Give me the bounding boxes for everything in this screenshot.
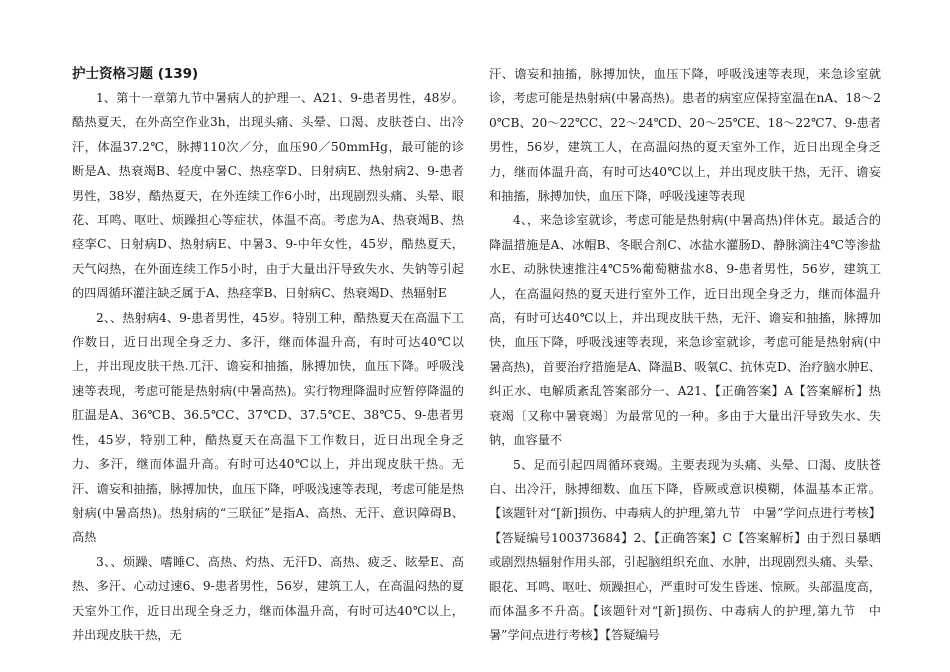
paragraph-1: 1、第十一章第九节中暑病人的护理一、A21、9-患者男性，48岁。酷热夏天，在外高空作业3h，出现头痛、头晕、口渴、皮肤苍白、出冷汗，体温37.2℃，脉搏110次／分，血压90／50mmHg，最可能的诊断是A、热衰竭B、轻度中暑C、热痉挛D、日射病E、热射病2、9-患者男性，38岁，酷热夏天，在外连续工作6小时，出现剧烈头痛、头晕、眼花、耳鸣、呕吐、烦躁担心等症状，体温不高。考虑为A、热衰竭B、热痉挛C、日射病D、热射病E、中暑3、9-中年女性，45岁，酷热夏天，天气闷热，在外面连续工作5小时，由于大量出汗导致失水、失钠等引起的四周循环灌注缺乏属于A、热痉挛B、日射病C、热衰竭D、热辐射E (72, 91, 464, 301)
paragraph-3: 3、、烦躁、嗜睡C、高热、灼热、无汗D、高热、疲乏、眩晕E、高热、多汗、心动过速6、9-患者男性，56岁，建筑工人，在高温闷热的夏天室外工作，近日出现全身乏力，继而体温升高，有时可达40℃以上，并出现皮肤干热，无 (72, 554, 464, 642)
left-column (72, 62, 464, 647)
paragraph-2: 2、、热射病4、9-患者男性，45岁。特别工种，酷热夏天在高温下工作数日，近日出现全身乏力、多汗，继而体温升高，有时可达40℃以上，并出现皮肤干热.兀汗、谵妄和抽搐，脉搏加快，血压下降。呼吸浅速等表现，考虑可能是热射病(中暑高热)。实行物理降温时应暂停降温的肛温是A、36℃B、36.5℃C、37℃D、37.5℃E、38℃5、9-患者男性，45岁，特别工种，酷热夏天在高温下工作数日，近日出现全身乏力、多汗，继而体温升高。有时可达40℃以上，并出现皮肤干热。无汗、谵妄和抽搐，脉搏加快，血压下降，呼吸浅速等表现，考虑可能是热射病(中暑高热)。热射病的“三联征”是指A、高热、无汗、意识障碍B、高热 (72, 310, 464, 545)
paragraph-5: 5、足而引起四周循环衰竭。主要表现为头痛、头晕、口渴、皮肤苍白、出冷汗，脉搏细数、血压下降，昏厥或意识模糊，体温基本正常。【该题针对“[新]损伤、中毒病人的护理,第九节 中暑”学问点进行考核】【答疑编号100373684】2、【正确答案】C【答案解析】由于烈日暴晒或剧烈热辐射作用头部，引起脑组织充血、水肿，出现剧烈头痛、头晕、眼花、耳鸣、呕吐、烦躁担心，严重时可发生昏迷、惊厥。头部温度高，而体温多不升高。【该题针对“[新]损伤、中毒病人的护理,第九节 中暑”学问点进行考核】【答疑编号 (489, 457, 881, 643)
right-column (489, 62, 881, 648)
paragraph-continuation: 汗、谵妄和抽搐，脉搏加快，血压下降，呼吸浅速等表现，来急诊室就诊，考虑可能是热射病(中暑高热)。患者的病室应保持室温在nA、18～20℃B、20～22℃C、22～24℃D、20～25℃E、18～22℃7、9-患者男性，56岁，建筑工人，在高温闷热的夏天室外工作，近日出现全身乏力，继而体温升高，有时可达40℃以上，并出现皮肤干热，无汗、谵妄和抽搐，脉搏加快，血压下降，呼吸浅速等表现 (489, 67, 881, 204)
document-title: 护士资格习题 (139) (72, 66, 199, 82)
paragraph-4: 4、，来急诊室就诊，考虑可能是热射病(中暑高热)伴休克。最适合的降温措施是A、冰帽B、冬眠合剂C、冰盐水灌肠D、静脉滴注4℃等渗盐水E、动脉快速推注4℃5%葡萄糖盐水8、9-患者男性，56岁，建筑工人，在高温闷热的夏天进行室外工作，近日出现全身乏力，继而体温升高，有时可达40℃以上，并出现皮肤干热，无汗、谵妄和抽搐，脉搏加快，血压下降，呼吸浅速等表现，来急诊室就诊，考虑可能是热射病(中暑高热)，首要治疗措施是A、降温B、吸氧C、抗休克D、治疗脑水肿E、纠正水、电解质紊乱答案部分一、A21、【正确答案】A【答案解析】热衰竭〔又称中暑衰竭〕为最常见的一种。多由于大量出汗导致失水、失钠，血容量不 (489, 213, 881, 448)
